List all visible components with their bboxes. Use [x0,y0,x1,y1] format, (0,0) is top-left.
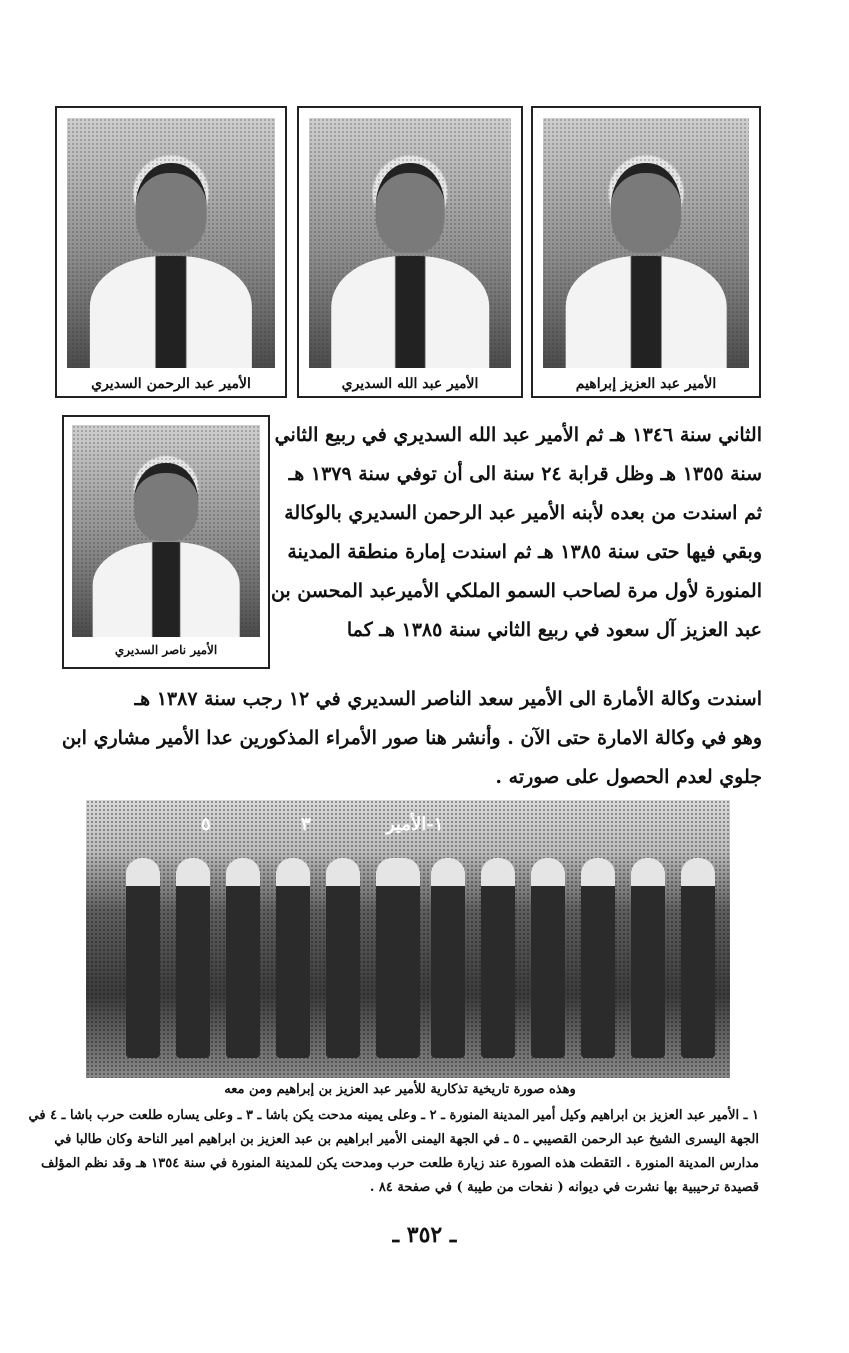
body-line: عبد العزيز آل سعود في ربيع الثاني سنة ١٣٨٥ هـ كما [346,619,762,641]
group-photo [86,800,730,1078]
portrait-caption: الأمير عبد العزيز إبراهيم [575,376,717,392]
body-line: ثم اسندت من بعده لأبنه الأمير عبد الرحمن السديري بالوكالة [284,502,762,524]
body-line: جلوي لعدم الحصول على صورته . [495,766,762,788]
portrait-photo [72,425,260,637]
body-line: المنورة لأول مرة لصاحب السمو الملكي الأميرعبد المحسن بن [270,580,762,602]
portrait-frame-abdullah [297,106,523,398]
portrait-caption: الأمير عبد الرحمن السديري [91,376,251,392]
footnote-line: الجهة اليسرى الشيخ عبد الرحمن القصيبي ـ ٥ ـ في الجهة اليمنى الأمير ابراهيم بن عبد العزيز بن ابراهيم امير الناحة وكان طالبا في [54,1132,759,1147]
portrait-caption: الأمير عبد الله السديري [341,376,479,392]
body-line: اسندت وكالة الأمارة الى الأمير سعد الناصر السديري في ١٢ رجب سنة ١٣٨٧ هـ [134,688,762,710]
group-photo-label: ٣ [301,814,311,835]
page-number: ـ ٣٥٢ ـ [392,1222,457,1248]
portrait-caption: الأمير ناصر السديري [114,643,218,657]
body-line: وبقي فيها حتى سنة ١٣٨٥ هـ ثم اسندت إمارة منطقة المدينة [287,541,762,563]
portrait-frame-abdulaziz [531,106,761,398]
body-line: وهو في وكالة الامارة حتى الآن . وأنشر هنا صور الأمراء المذكورين عدا الأمير مشاري ابن [61,727,762,749]
portrait-frame-abdulrahman [55,106,287,398]
group-photo-label: ٥ [201,814,211,835]
body-paragraph-top [270,416,762,650]
footnote-line: قصيدة ترحيبية بها نشرت في ديوانه ( نفحات من طيبة ) في صفحة ٨٤ . [369,1180,759,1195]
body-line: سنة ١٣٥٥ هـ وظل قرابة ٢٤ سنة الى أن توفي سنة ١٣٧٩ هـ [288,463,762,485]
group-photo-footnotes [28,1104,759,1200]
portrait-photo [543,118,749,368]
portrait-photo [67,118,275,368]
footnote-line: مدارس المدينة المنورة . التقطت هذه الصورة عند زيارة طلعت حرب ومدحت يكن للمدينة المنورة في سنة ١٣٥٤ هـ وقد نظم المؤلف [41,1156,759,1171]
portrait-frame-nasser [62,415,270,669]
group-photo-title: وهذه صورة تاريخية تذكارية للأمير عبد العزيز بن إبراهيم ومن معه [224,1082,576,1097]
footnote-line: ١ ـ الأمير عبد العزيز بن ابراهيم وكيل أمير المدينة المنورة ـ ٢ ـ وعلى يمينه مدحت يكن باشا ـ ٣ ـ وعلى يساره طلعت حرب باشا ـ ٤ في [28,1108,759,1123]
body-paragraph-bottom [61,680,762,797]
body-line: الثاني سنة ١٣٤٦ هـ ثم الأمير عبد الله السديري في ربيع الثاني [274,424,762,446]
group-photo-label: ١-الأمير [386,814,444,835]
portrait-photo [309,118,511,368]
